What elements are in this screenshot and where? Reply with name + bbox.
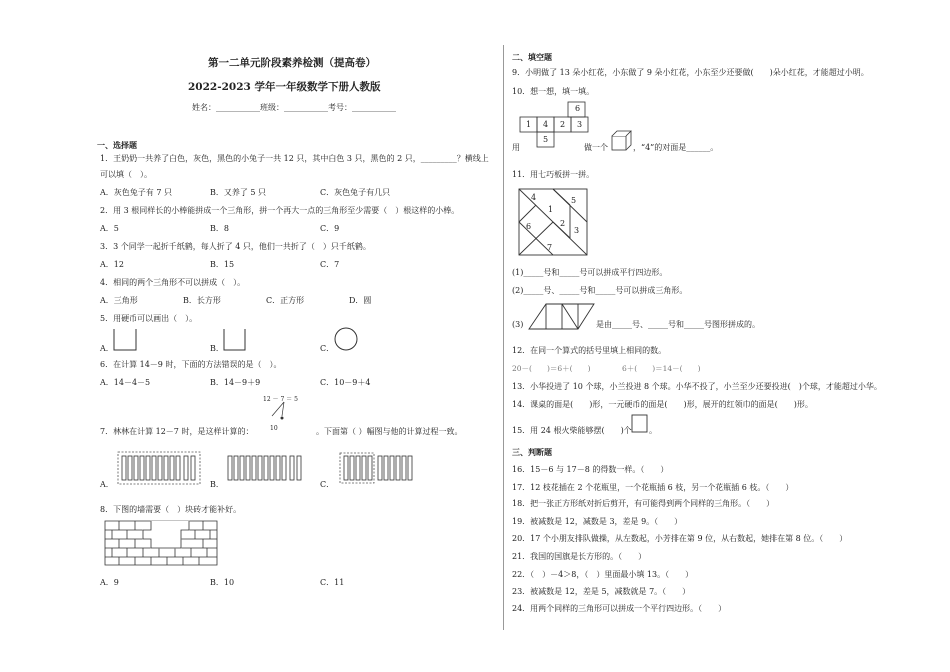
q23-text: 23．被减数是 12，差是 5，减数就是 7。（ ） [512, 587, 691, 596]
q6-option-c: C．10－9＋4 [320, 378, 371, 387]
q15-text-end: 。 [649, 426, 657, 435]
q10-text: 10．想一想，填一填。 [512, 87, 595, 96]
section-fill-heading: 二、填空题 [512, 52, 552, 62]
q1-text-cont: 可以填（ ）。 [100, 170, 152, 179]
q7-option-b: B． [210, 480, 224, 489]
square-icon [631, 414, 649, 434]
q12-expr-1: 20－( )＝6＋( ) [512, 364, 591, 373]
q8-option-b: B．10 [210, 578, 235, 587]
student-info-line: 姓名：___________班级：___________考号：___________ [192, 103, 396, 112]
q5-shape-b [223, 328, 247, 352]
q7-figure-a [116, 450, 204, 488]
q8-brick-wall [104, 520, 220, 568]
q8-text: 8．下图的墙需要（ ）块砖才能补好。 [100, 505, 242, 514]
q3-option-b: B．15 [210, 260, 235, 269]
q1-text: 1．王奶奶一共养了白色，灰色，黑色的小兔子一共 12 只，其中白色 3 只，黑色的 2 只，_________？横线上 [100, 154, 489, 163]
q4-option-a: A．三角形 [100, 296, 138, 305]
exam-title: 第一二单元阶段素养检测（提高卷） [208, 57, 376, 69]
exam-subtitle: 2022-2023 学年一年级数学下册人教版 [188, 81, 381, 93]
section-judge-heading: 三、判断题 [512, 447, 552, 457]
tangram-piece-7: 7 [547, 243, 553, 252]
q10-use-label: 用 [512, 143, 520, 152]
q9-text: 9．小明做了 13 朵小红花，小东做了 9 朵小红花，小东至少还要做( )朵小红花，才能超过小明。 [512, 68, 869, 77]
q7-figure-c [336, 450, 416, 488]
tangram-piece-1: 1 [548, 205, 554, 214]
cube-icon [611, 130, 633, 152]
tangram-piece-3: 3 [574, 226, 580, 235]
q16-text: 16．15－6 与 17－8 的得数一样。（ ） [512, 465, 669, 474]
q3-option-c: C．7 [320, 260, 340, 269]
q18-text: 18．把一张正方形纸对折后剪开，有可能得到两个同样的三角形。（ ） [512, 499, 775, 508]
q2-option-a: A．5 [100, 224, 119, 233]
q11-part-3-text: 是由_____号、_____号和_____号图形拼成的。 [596, 320, 760, 329]
q6-option-a: A．14－4－5 [100, 378, 151, 387]
q8-option-a: A．9 [100, 578, 119, 587]
q6-text: 6．在计算 14－9 时，下面的方法错误的是（ ）。 [100, 360, 282, 369]
q1-option-b: B．又养了 5 只 [210, 188, 267, 197]
column-divider [503, 45, 504, 630]
q5-shape-c-circle [333, 327, 359, 353]
q7-figure-b [226, 450, 306, 488]
q10-net-cell-4: 4 [543, 120, 549, 129]
q4-option-d: D．圆 [349, 296, 372, 305]
q12-text: 12．在同一个算式的括号里填上相同的数。 [512, 346, 667, 355]
q7-equation: 12 － 7 ＝ 5 [263, 396, 298, 403]
section-choice-heading: 一、选择题 [97, 140, 137, 150]
q10-opposite-text: ，“4”的对面是______。 [633, 143, 719, 152]
q10-net-cell-1: 1 [526, 120, 532, 129]
q10-make-label: 做一个 [584, 143, 608, 152]
q24-text: 24．用两个同样的三角形可以拼成一个平行四边形。（ ） [512, 604, 727, 613]
q5-option-b: B． [210, 344, 224, 353]
q12-expr-2: 6＋( )＝14－( ) [622, 364, 701, 373]
q2-option-c: C．9 [320, 224, 340, 233]
q22-text: 22．（ ）－4＞8，（ ）里面最小填 13。（ ） [512, 570, 694, 579]
q7-option-c: C． [320, 480, 335, 489]
q7-ten-label: 10 [270, 425, 278, 432]
tangram-piece-2: 2 [560, 219, 566, 228]
q20-text: 20．17 个小朋友排队做操，从左数起，小芳排在第 9 位，从右数起，她排在第 8 位。（ ） [512, 534, 848, 543]
q2-text: 2．用 3 根同样长的小棒能拼成一个三角形，拼一个再大一点的三角形至少需要（ ）根这样的小棒。 [100, 206, 460, 215]
tangram-piece-4: 4 [531, 193, 537, 202]
q7-option-a: A． [100, 480, 114, 489]
q10-net-cell-6: 6 [575, 104, 581, 113]
q2-option-b: B．8 [210, 224, 229, 233]
q13-text: 13．小华投进了 10 个球，小兰投进 8 个球。小华不投了，小兰至少还要投进( )个球，才能超过小华。 [512, 382, 882, 391]
q8-option-c: C．11 [320, 578, 345, 587]
q15-text: 15．用 24 根火柴能够摆( )个 [512, 426, 632, 435]
q14-text: 14．课桌的面是( )形，一元硬币的面是( )形，展开的红领巾的面是( )形。 [512, 400, 813, 409]
q19-text: 19．被减数是 12，减数是 3，差是 9。（ ） [512, 517, 683, 526]
q11-text: 11．用七巧板拼一拼。 [512, 170, 595, 179]
q3-text: 3．3 个同学一起折千纸鹤，每人折了 4 只，他们一共折了（ ）只千纸鹤。 [100, 242, 371, 251]
q5-option-a: A． [100, 344, 114, 353]
q6-option-b: B．14－9＋9 [210, 378, 261, 387]
q1-option-a: A．灰色兔子有 7 只 [100, 188, 172, 197]
q10-net-cell-3: 3 [577, 120, 583, 129]
q10-net-cell-2: 2 [560, 120, 566, 129]
q4-option-c: C．正方形 [266, 296, 305, 305]
q17-text: 17．12 枝花插在 2 个花瓶里，一个花瓶插 6 枝，另一个花瓶插 6 枝。（ ） [512, 483, 794, 492]
q5-shape-a [113, 328, 137, 352]
q4-text: 4．相同的两个三角形不可以拼成（ ）。 [100, 278, 246, 287]
q11-part-2: (2)_____号、_____号和_____号可以拼成三角形。 [512, 286, 688, 295]
q11-parallelogram-figure [528, 303, 596, 331]
q1-option-c: C．灰色兔子有几只 [320, 188, 391, 197]
q11-part-1: (1)_____号和_____号可以拼成平行四边形。 [512, 268, 668, 277]
q3-option-a: A．12 [100, 260, 124, 269]
q7-text: 7．林林在计算 12－7 时，是这样计算的： [100, 427, 254, 436]
q11-part-3-label: (3) [512, 320, 524, 329]
q5-text: 5．用硬币可以画出（ ）。 [100, 314, 198, 323]
tangram-piece-6: 6 [526, 222, 532, 231]
q10-net-cell-5: 5 [543, 135, 549, 144]
q7-text-cont: 。下面第（ ）幅图与他的计算过程一致。 [316, 427, 463, 436]
q5-option-c: C． [320, 344, 335, 353]
q21-text: 21．我国的国旗是长方形的。（ ） [512, 552, 647, 561]
q4-option-b: B．长方形 [183, 296, 221, 305]
tangram-piece-5: 5 [571, 196, 577, 205]
q7-split-diagram [262, 402, 304, 428]
